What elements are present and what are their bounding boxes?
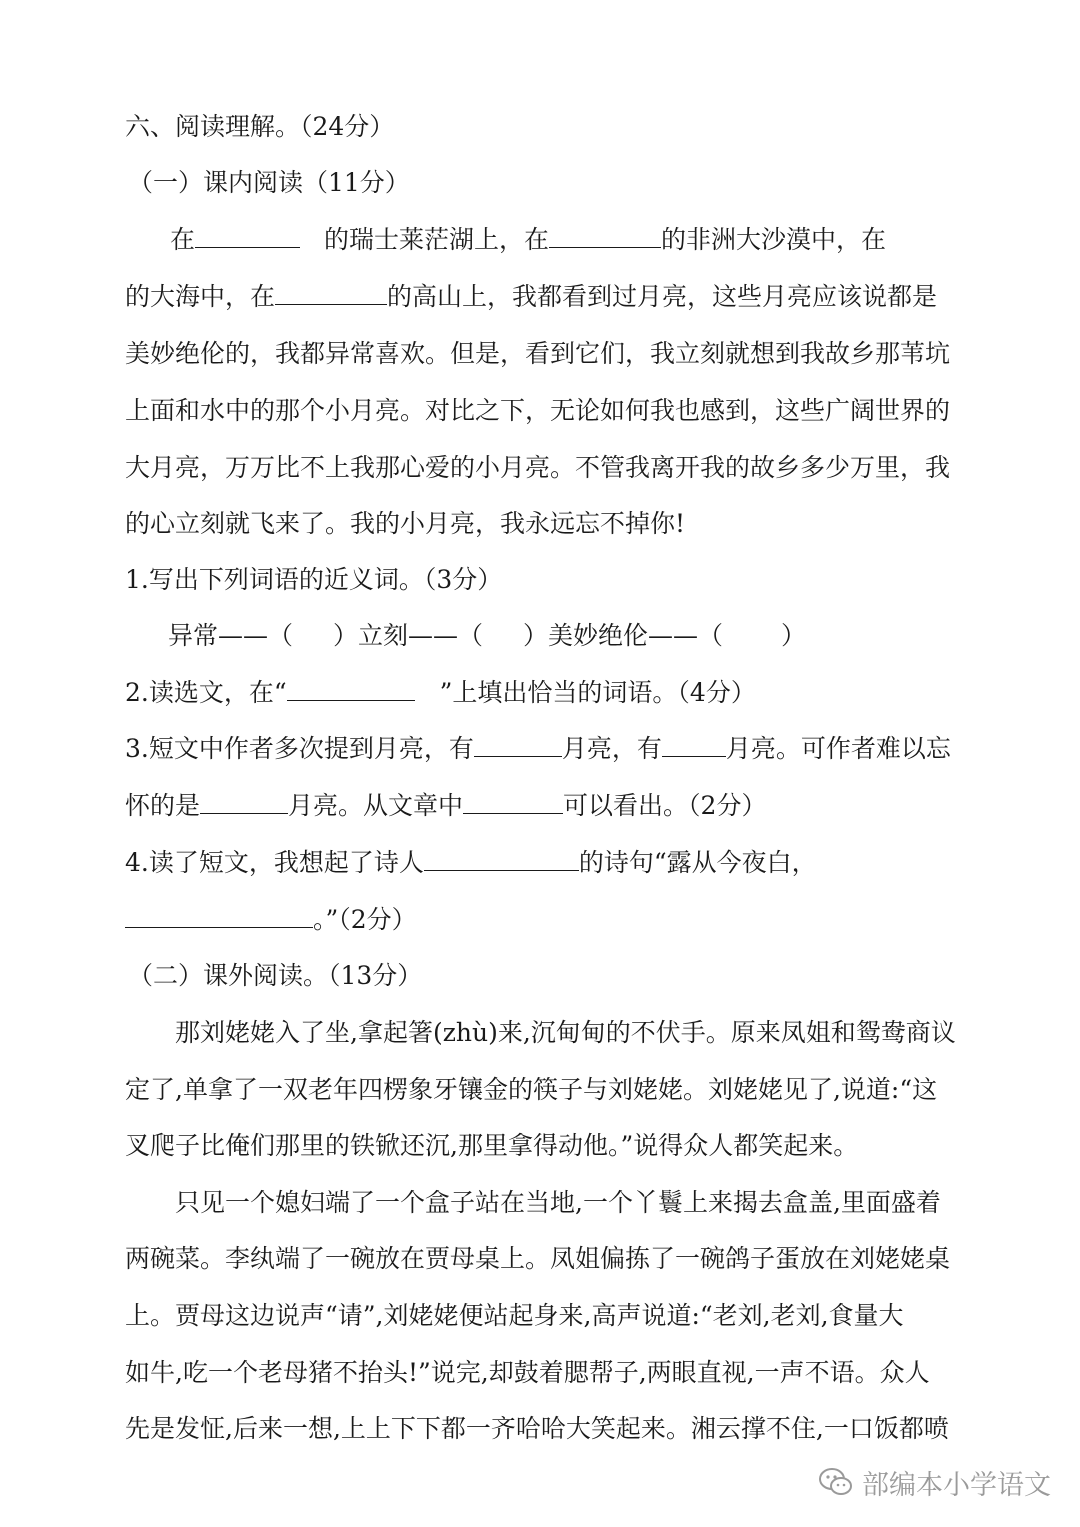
reading-line: 上。贾母这边说声“请”,刘姥姥便站起身来,高声说道:“老刘,老刘,食量大: [125, 1301, 904, 1330]
section-title: 六、阅读理解。（24分）: [125, 112, 395, 141]
reading-line: 那刘姥姥入了坐,拿起箸(zhù)来,沉甸甸的不伏手。原来凤姐和鸳鸯商议: [175, 1018, 956, 1047]
reading-line: 两碗菜。李纨端了一碗放在贾母桌上。凤姐偏拣了一碗鸽子蛋放在刘姥姥桌: [125, 1244, 951, 1273]
answer-blank[interactable]: [662, 734, 726, 757]
answer-blank[interactable]: [125, 905, 313, 928]
answer-blank[interactable]: [195, 225, 300, 248]
question-1-prompt: 1.写出下列词语的近义词。（3分）: [125, 565, 503, 594]
question-text: 。”（2分）: [313, 905, 417, 934]
question-4-line-2: [125, 903, 417, 937]
watermark-text: 部编本小学语文: [862, 1469, 1051, 1501]
passage-line-3: 美妙绝伦的，我都异常喜欢。但是，看到它们，我立刻就想到我故乡那苇坑: [125, 339, 951, 368]
answer-blank[interactable]: [549, 225, 661, 248]
passage-line-6: 的心立刻就飞来了。我的小月亮，我永远忘不掉你!: [125, 509, 686, 538]
passage-text: 的高山上，我都看到过月亮，这些月亮应该说都是: [387, 282, 938, 311]
question-text: 可以看出。（2分）: [563, 791, 767, 820]
question-text: 月亮，有: [561, 734, 662, 763]
passage-line-4: 上面和水中的那个小月亮。对比之下，无论如何我也感到，这些广阔世界的: [125, 396, 951, 425]
passage-text: 的瑞士莱茫湖上，在: [324, 225, 550, 254]
reading-line: 叉爬子比俺们那里的铁锨还沉,那里拿得动他。”说得众人都笑起来。: [125, 1131, 859, 1160]
question-text: 月亮。从文章中: [288, 791, 464, 820]
question-2: [125, 676, 756, 710]
question-1-items: [168, 619, 806, 653]
part2-heading: （二）课外阅读。（13分）: [128, 961, 423, 990]
question-3-line-2: [125, 789, 766, 823]
wechat-icon: [818, 1467, 854, 1497]
answer-blank[interactable]: [200, 791, 288, 814]
question-text: 3.短文中作者多次提到月亮，有: [125, 734, 474, 763]
reading-line: 定了,单拿了一双老年四楞象牙镶金的筷子与刘姥姥。刘姥姥见了,说道:“这: [125, 1075, 938, 1104]
synonym-item: ）美妙绝伦——（: [523, 621, 724, 650]
synonym-item: 异常——（: [168, 621, 294, 650]
question-text: ”上填出恰当的词语。（4分）: [439, 678, 756, 707]
question-3-line-1: [125, 732, 951, 766]
question-text: 月亮。可作者难以忘: [725, 734, 951, 763]
passage-text: 在: [170, 225, 196, 254]
reading-line: 先是发怔,后来一想,上上下下都一齐哈哈大笑起来。湘云撑不住,一口饭都喷: [125, 1414, 949, 1443]
synonym-item: ）立刻——（: [333, 621, 484, 650]
answer-blank[interactable]: [287, 678, 415, 701]
passage-text: 的大海中，在: [125, 282, 276, 311]
question-text: 怀的是: [125, 791, 201, 820]
question-4-line-1: [125, 846, 817, 880]
part1-heading: （一）课内阅读（11分）: [128, 168, 410, 197]
question-text: 2.读选文，在“: [125, 678, 287, 707]
synonym-item: ）: [781, 621, 807, 650]
passage-line-1: [170, 223, 886, 257]
reading-line: 如牛,吃一个老母猪不抬头!”说完,却鼓着腮帮子,两眼直视,一声不语。众人: [125, 1358, 930, 1387]
answer-blank[interactable]: [424, 848, 579, 871]
answer-blank[interactable]: [474, 734, 562, 757]
passage-text: 的非洲大沙漠中，在: [661, 225, 887, 254]
answer-blank[interactable]: [275, 282, 387, 305]
passage-line-2: [125, 280, 937, 314]
reading-line: 只见一个媳妇端了一个盒子站在当地,一个丫鬟上来揭去盒盖,里面盛着: [175, 1188, 941, 1217]
answer-blank[interactable]: [463, 791, 563, 814]
question-text: 的诗句“露从今夜白，: [578, 848, 817, 877]
passage-line-5: 大月亮，万万比不上我那心爱的小月亮。不管我离开我的故乡多少万里，我: [125, 453, 951, 482]
question-text: 4.读了短文，我想起了诗人: [125, 848, 424, 877]
watermark: [818, 1462, 1051, 1502]
